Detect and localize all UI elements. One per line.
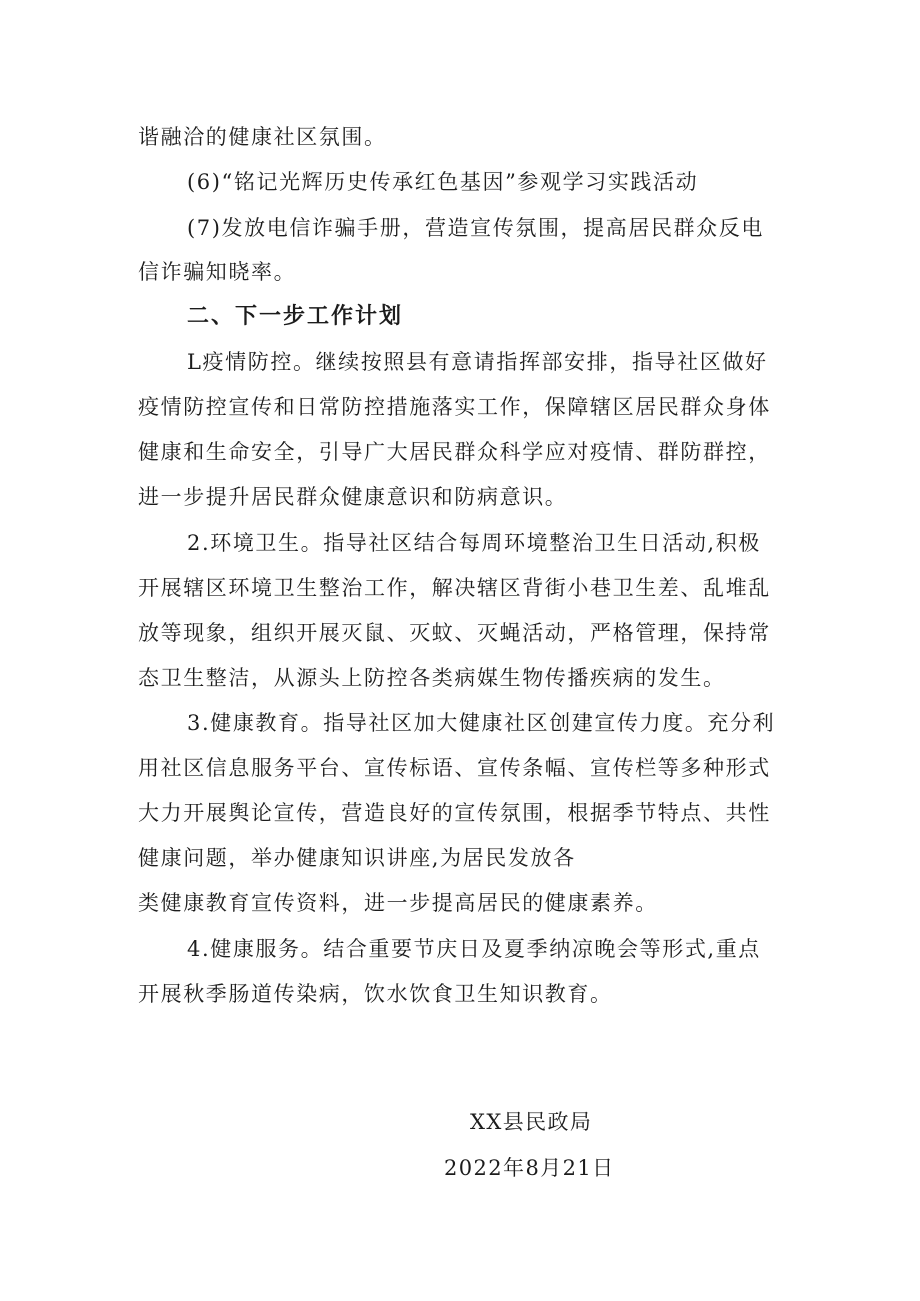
paragraph-3-line: 大力开展舆论宣传，营造良好的宣传氛围，根据季节特点、共性 <box>138 801 771 825</box>
paragraph-3-line: 3.健康教育。指导社区加大健康社区创建宣传力度。充分利 <box>187 711 776 735</box>
paragraph-1-line: L疫情防控。继续按照县有意请指挥部安排，指导社区做好 <box>187 350 768 374</box>
signature-org: XX县民政局 <box>470 1110 593 1134</box>
paragraph-1-line: 进一步提升居民群众健康意识和防病意识。 <box>138 485 568 509</box>
paragraph-3-line: 用社区信息服务平台、宣传标语、宣传条幅、宣传栏等多种形式 <box>138 756 771 780</box>
paragraph-1-line: 健康和生命安全，引导广大居民群众科学应对疫情、群防群控， <box>138 440 771 464</box>
list-item-6: (6)“铭记光辉历史传承红色基因”参观学习实践活动 <box>187 170 699 194</box>
paragraph-3-line: 类健康教育宣传资料，进一步提高居民的健康素养。 <box>138 891 658 915</box>
paragraph-2-line: 2.环境卫生。指导社区结合每周环境整治卫生日活动,积极 <box>187 531 761 555</box>
list-item-7: (7)发放电信诈骗手册，营造宣传氛围，提高居民群众反电 <box>187 216 764 240</box>
paragraph-2-line: 态卫生整洁，从源头上防控各类病媒生物传播疾病的发生。 <box>138 666 726 690</box>
body-line: 信诈骗知晓率。 <box>138 260 297 284</box>
paragraph-4-line: 4.健康服务。结合重要节庆日及夏季纳凉晚会等形式,重点 <box>187 937 761 961</box>
section-heading: 二、下一步工作计划 <box>187 304 404 329</box>
paragraph-1-line: 疫情防控宣传和日常防控措施落实工作，保障辖区居民群众身体 <box>138 395 771 419</box>
signature-date: 2022年8月21日 <box>444 1156 615 1180</box>
paragraph-2-line: 开展辖区环境卫生整治工作，解决辖区背街小巷卫生差、乱堆乱 <box>138 576 771 600</box>
paragraph-3-line: 健康问题，举办健康知识讲座,为居民发放各 <box>138 846 576 870</box>
paragraph-4-line: 开展秋季肠道传染病，饮水饮食卫生知识教育。 <box>138 982 613 1006</box>
body-line: 谐融洽的健康社区氛围。 <box>138 125 387 149</box>
paragraph-2-line: 放等现象，组织开展灭鼠、灭蚊、灭蝇活动，严格管理，保持常 <box>138 621 771 645</box>
